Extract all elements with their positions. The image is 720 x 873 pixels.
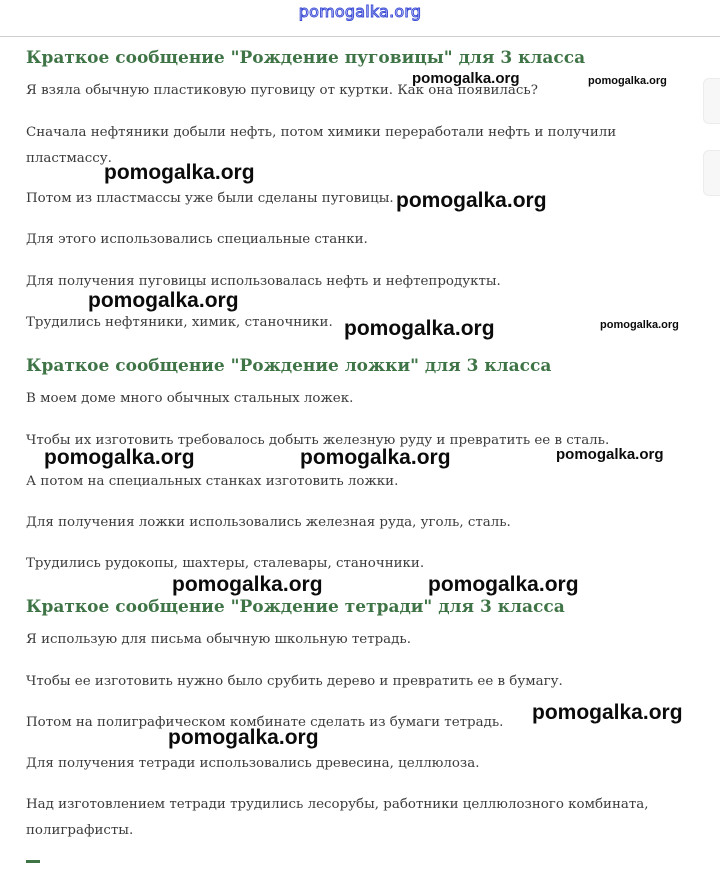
next-heading-fragment (26, 860, 40, 873)
side-panel-tab[interactable] (703, 150, 720, 196)
paragraph: Для получения тетради использовались древесина, целлюлоза. (26, 756, 480, 771)
paragraph: Чтобы ее изготовить нужно было срубить дерево и превратить ее в бумагу. (26, 674, 563, 689)
watermark: pomogalka.org (396, 189, 547, 212)
paragraph: Я использую для письма обычную школьную тетрадь. (26, 632, 411, 647)
paragraph: Трудились нефтяники, химик, станочники. (26, 315, 333, 330)
watermark: pomogalka.org (172, 573, 323, 596)
paragraph: Потом на полиграфическом комбинате сделать из бумаги тетрадь. (26, 715, 504, 730)
watermark: pomogalka.org (532, 701, 683, 724)
paragraph: Чтобы их изготовить требовалось добыть железную руду и превратить ее в сталь. (26, 433, 610, 448)
side-panel-tab[interactable] (703, 78, 720, 124)
section-heading-spoon: Краткое сообщение "Рождение ложки" для 3 класса (26, 356, 552, 376)
paragraph: Для получения ложки использовались железная руда, уголь, сталь. (26, 515, 511, 530)
paragraph: Потом из пластмассы уже были сделаны пуговицы. (26, 191, 394, 206)
watermark: pomogalka.org (168, 726, 319, 749)
watermark: pomogalka.org (412, 70, 520, 87)
section-heading-notebook: Краткое сообщение "Рождение тетради" для 3 класса (26, 597, 565, 617)
paragraph: В моем доме много обычных стальных ложек. (26, 391, 354, 406)
paragraph: Трудились рудокопы, шахтеры, сталевары, станочники. (26, 556, 425, 571)
paragraph: Для этого использовались специальные станки. (26, 232, 368, 247)
watermark: pomogalka.org (44, 446, 195, 469)
paragraph: Над изготовлением тетради трудились лесорубы, работники целлюлозного комбината, полиграфисты. (26, 797, 649, 838)
watermark: pomogalka.org (428, 573, 579, 596)
site-header (0, 0, 720, 37)
paragraph: А потом на специальных станках изготовить ложки. (26, 474, 399, 489)
watermark: pomogalka.org (600, 319, 679, 331)
watermark: pomogalka.org (88, 289, 239, 312)
watermark: pomogalka.org (588, 75, 667, 87)
paragraph: Для получения пуговицы использовалась нефть и нефтепродукты. (26, 274, 501, 289)
watermark: pomogalka.org (556, 446, 664, 463)
watermark: pomogalka.org (104, 161, 255, 184)
watermark: pomogalka.org (300, 446, 451, 469)
watermark: pomogalka.org (344, 317, 495, 340)
site-watermark: pomogalka.org (298, 2, 422, 21)
paragraph: Я взяла обычную пластиковую пуговицу от куртки. Как она появилась? (26, 83, 538, 98)
paragraph: Сначала нефтяники добыли нефть, потом химики переработали нефть и получили пластмассу. (26, 125, 617, 166)
section-heading-button: Краткое сообщение "Рождение пуговицы" для 3 класса (26, 48, 586, 68)
